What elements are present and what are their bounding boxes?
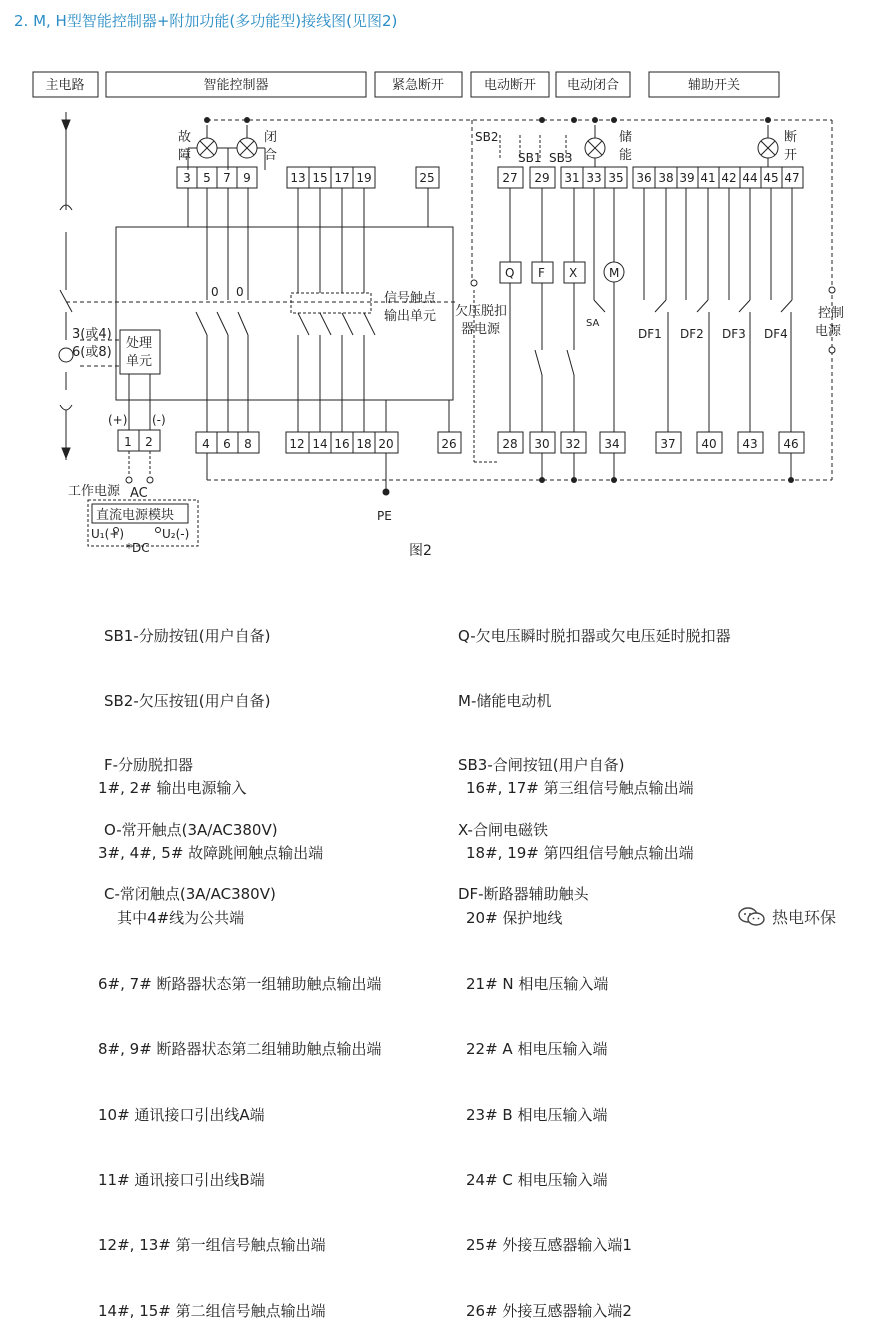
- indicator-open-2: 开: [784, 148, 798, 163]
- label-undervoltage-1: 欠压脱扣: [455, 304, 508, 319]
- desc-item: 8#, 9# 断路器状态第二组辅助触点输出端: [98, 1040, 382, 1059]
- legend-item: SB2-欠压按钮(用户自备): [104, 691, 271, 710]
- header-controller: 智能控制器: [203, 78, 269, 93]
- label-sb1: SB1: [518, 151, 542, 165]
- legend-item: F-分励脱扣器: [104, 756, 194, 774]
- label-undervoltage-2: 器电源: [461, 322, 501, 337]
- top-terminal: 7: [223, 171, 231, 185]
- label-signal-unit-2: 输出单元: [384, 309, 437, 324]
- bottom-terminal: 1: [124, 435, 132, 449]
- label-signal-unit-1: 信号触点: [384, 291, 437, 306]
- label-sb2: SB2: [475, 130, 499, 144]
- top-terminal: 35: [608, 171, 624, 185]
- label-df2: DF2: [680, 327, 704, 341]
- bottom-terminal: 32: [565, 437, 581, 451]
- label-control-power-1: 控制: [818, 306, 845, 321]
- indicator-fault-2: 障: [178, 148, 192, 163]
- desc-item: 14#, 15# 第二组信号触点输出端: [98, 1301, 326, 1320]
- top-terminal: 47: [784, 171, 800, 185]
- legend-item: C-常闭触点(3A/AC380V): [104, 885, 276, 903]
- label-pe: PE: [377, 509, 392, 523]
- bottom-terminal: 37: [660, 437, 676, 451]
- top-terminal: 19: [356, 171, 372, 185]
- label-df1: DF1: [638, 327, 662, 341]
- label-q: Q: [505, 266, 515, 280]
- indicator-open-1: 断: [784, 130, 798, 145]
- header-main-circuit: 主电路: [45, 78, 85, 93]
- terminal-desc-right: [466, 734, 694, 1344]
- bottom-terminal: 8: [244, 437, 252, 451]
- top-terminal: 33: [586, 171, 602, 185]
- label-minus: (-): [152, 413, 166, 427]
- desc-item: 18#, 19# 第四组信号触点输出端: [466, 843, 694, 862]
- label-dc: *DC: [126, 541, 150, 555]
- label-sa: SA: [586, 318, 600, 329]
- top-terminal: 36: [636, 171, 652, 185]
- desc-item: 20# 保护地线: [466, 909, 563, 928]
- top-terminal: 38: [658, 171, 674, 185]
- bottom-terminal: 12: [289, 437, 305, 451]
- indicator-fault-1: 故: [178, 130, 192, 145]
- terminal-desc-left: [98, 734, 382, 1344]
- legend-item: Q-欠电压瞬时脱扣器或欠电压延时脱扣器: [458, 627, 731, 645]
- top-terminal: 17: [334, 171, 350, 185]
- indicator-storage-2: 能: [619, 148, 633, 163]
- bottom-terminal: 18: [356, 437, 372, 451]
- label-x: X: [569, 266, 578, 280]
- desc-item: 26# 外接互感器输入端2: [466, 1301, 632, 1320]
- bottom-terminal: 28: [502, 437, 518, 451]
- bottom-terminal: 16: [334, 437, 350, 451]
- top-terminal: 39: [679, 171, 695, 185]
- bottom-terminal: 34: [604, 437, 620, 451]
- legend-item: O-常开触点(3A/AC380V): [104, 820, 278, 839]
- bottom-terminal: 30: [534, 437, 550, 451]
- label-f: F: [538, 266, 545, 280]
- desc-item: 11# 通讯接口引出线B端: [98, 1170, 265, 1189]
- label-u1: U₁(+): [91, 527, 125, 541]
- bottom-terminal: 26: [441, 437, 457, 451]
- legend-item: M-储能电动机: [458, 691, 552, 710]
- top-terminal: 13: [290, 171, 306, 185]
- desc-item: 10# 通讯接口引出线A端: [98, 1105, 265, 1124]
- label-control-power-2: 电源: [815, 324, 842, 339]
- bottom-terminal: 43: [742, 437, 758, 451]
- header-aux-switch: 辅助开关: [687, 78, 741, 93]
- figure-label: 图2: [409, 543, 432, 559]
- bottom-terminal: 20: [378, 437, 394, 451]
- desc-item: 23# B 相电压输入端: [466, 1105, 608, 1124]
- header-emergency: 紧急断开: [391, 78, 445, 93]
- indicator-close-1: 闭: [264, 130, 278, 145]
- top-terminal: 25: [419, 171, 435, 185]
- label-main-6or8: 6(或8): [72, 345, 112, 360]
- legend-item: X-合闸电磁铁: [458, 820, 548, 839]
- top-terminal: 5: [203, 171, 211, 185]
- desc-item: 25# 外接互感器输入端1: [466, 1236, 632, 1255]
- label-sb3: SB3: [549, 151, 573, 165]
- label-ac: AC: [130, 486, 148, 501]
- bottom-terminal: 4: [202, 437, 210, 451]
- header-electric-open: 电动断开: [483, 78, 537, 93]
- wiring-diagram: [0, 0, 894, 570]
- top-terminal: 45: [763, 171, 779, 185]
- desc-item: 3#, 4#, 5# 故障跳闸触点输出端: [98, 843, 324, 862]
- desc-item: 6#, 7# 断路器状态第一组辅助触点输出端: [98, 974, 382, 993]
- label-process-unit-2: 单元: [126, 354, 153, 369]
- bottom-terminal: 6: [223, 437, 231, 451]
- top-terminal: 44: [742, 171, 758, 185]
- desc-item: 21# N 相电压输入端: [466, 974, 609, 993]
- label-plus: (+): [108, 413, 128, 427]
- label-df4: DF4: [764, 327, 788, 341]
- legend-item: SB1-分励按钮(用户自备): [104, 627, 271, 645]
- desc-item: 24# C 相电压输入端: [466, 1170, 608, 1189]
- bottom-terminal: 46: [783, 437, 799, 451]
- label-work-power: 工作电源: [68, 484, 121, 499]
- desc-item: 16#, 17# 第三组信号触点输出端: [466, 778, 694, 797]
- label-dc-module: 直流电源模块: [96, 508, 175, 523]
- label-process-unit-1: 处理: [126, 336, 153, 351]
- watermark-text: 热电环保: [772, 908, 837, 927]
- top-terminal: 29: [534, 171, 550, 185]
- desc-item: 22# A 相电压输入端: [466, 1040, 608, 1059]
- label-zero-2: 0: [236, 285, 244, 299]
- legend-item: SB3-合闸按钮(用户自备): [458, 756, 625, 774]
- desc-item: 1#, 2# 输出电源输入: [98, 778, 247, 797]
- desc-item: 其中4#线为公共端: [98, 909, 245, 928]
- top-terminal: 31: [564, 171, 580, 185]
- wechat-icon: [738, 906, 766, 928]
- label-m: M: [609, 266, 620, 280]
- label-main-3or4: 3(或4): [72, 327, 112, 342]
- legend-item: DF-断路器辅助触头: [458, 885, 589, 903]
- top-terminal: 41: [700, 171, 716, 185]
- watermark: [738, 905, 836, 928]
- indicator-close-2: 合: [264, 148, 278, 163]
- top-terminal: 3: [183, 171, 191, 185]
- header-electric-close: 电动闭合: [566, 78, 620, 93]
- label-zero-1: 0: [211, 285, 219, 299]
- indicator-storage-1: 储: [619, 130, 633, 145]
- bottom-terminal: 14: [312, 437, 328, 451]
- label-u2: U₂(-): [162, 527, 190, 541]
- bottom-terminal: 2: [145, 435, 153, 449]
- label-df3: DF3: [722, 327, 746, 341]
- top-terminal: 15: [312, 171, 328, 185]
- top-terminal: 9: [243, 171, 251, 185]
- top-terminal: 27: [502, 171, 518, 185]
- page-title: 2. M, H型智能控制器+附加功能(多功能型)接线图(见图2): [14, 12, 398, 30]
- bottom-terminal: 40: [701, 437, 717, 451]
- desc-item: 12#, 13# 第一组信号触点输出端: [98, 1236, 326, 1255]
- top-terminal: 42: [721, 171, 737, 185]
